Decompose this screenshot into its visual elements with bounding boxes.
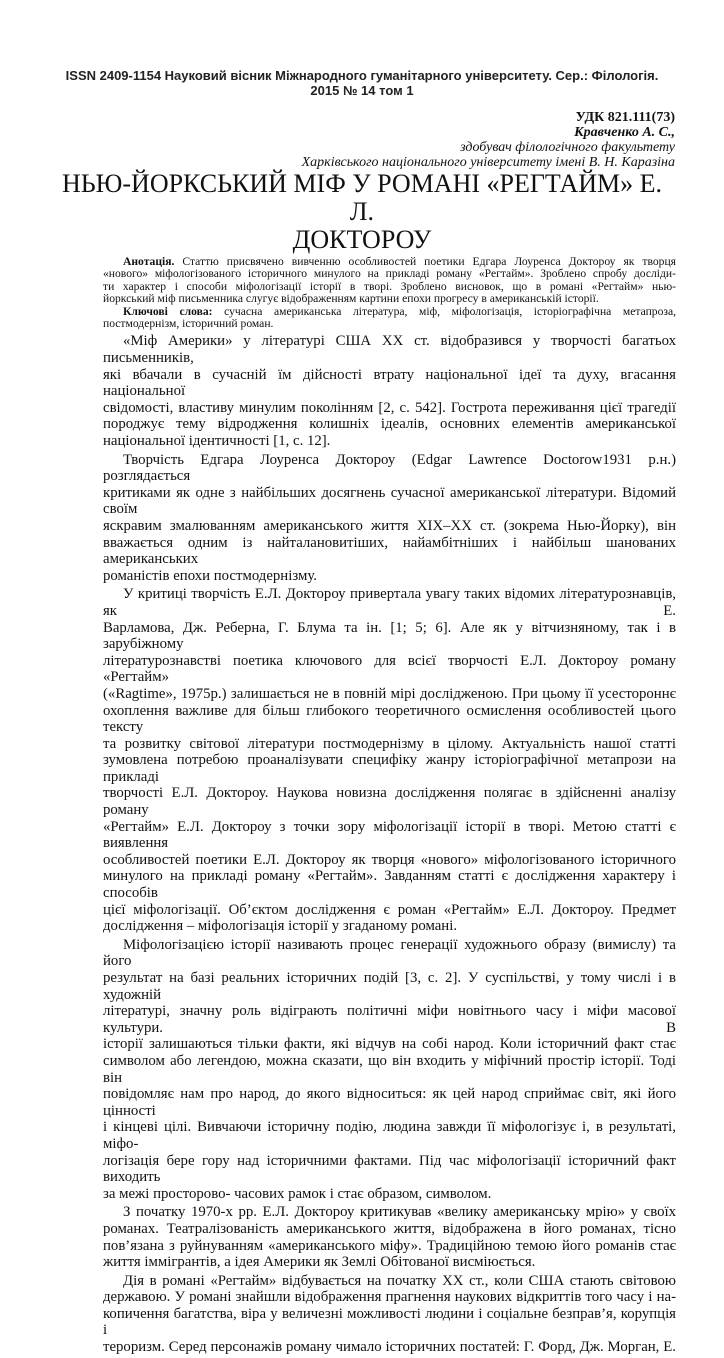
article-body (103, 333, 676, 1355)
line-text: літературі, значну роль відіграють політичні міфи новітнього часу і міфи масової культури. В (103, 1003, 676, 1036)
text-line (103, 1053, 676, 1086)
line-text: цієї міфологізації. Об’єктом дослідження є роман «Регтайм» Е.Л. Доктороу. Предмет (103, 901, 676, 918)
line-text: дослідження – міфологізація історії у згаданому романі. (103, 918, 458, 935)
line-text: які вбачали в сучасній їм дійсності втрату національної ідеї та духу, вгасання національної (103, 366, 676, 400)
lead-label: Ключові слова: (123, 304, 213, 318)
line-text: сучасна американська література, міф, міфологізація, історіографічна метапроза, (224, 304, 677, 318)
line-text: Статтю присвячено вивченню особливостей поетики Едгара Лоуренса Доктороу як творця (182, 255, 676, 268)
line-text: зумовлена потребою проаналізувати специфіку жанру історіографічної метапрози на прикладі (103, 752, 676, 785)
line-text: Міфологізацією історії називають процес генерації художнього образу (вимислу) та його (103, 936, 676, 970)
body-paragraph (103, 937, 676, 1203)
line-text: постмодернізм, історичний роман. (103, 317, 274, 331)
text-line (103, 586, 676, 619)
line-text: минулого на прикладі роману «Регтайм». Завданням статті є дослідження характеру і способів (103, 868, 676, 902)
line-text: літературознавстві поетика ключового для всієї творчості Е.Л. Доктороу роману «Регтайм» (103, 652, 676, 686)
line-text: критиками як одне з найбільших досягнень сучасної американської літератури. Відомий своїм (103, 484, 676, 518)
line-text: свідомості, властиву минулим поколінням [2, с. 542]. Гострота переживання цієї трагедії (103, 399, 676, 416)
text-line (103, 1003, 676, 1036)
line-text: Творчість Едгара Лоуренса Доктороу (Edgar Lawrence Doctorow1931 р.н.) розглядається (103, 451, 676, 485)
text-line (103, 902, 676, 919)
lead-label: Анотація. (123, 255, 175, 268)
line-text: романах. Театралізованість американського життя, відображена в його романах, тісно (103, 1220, 676, 1237)
text-line (103, 620, 676, 653)
author-affiliation: Харківського національного університету імені В. Н. Каразіна (301, 155, 675, 170)
text-line (103, 1153, 676, 1186)
article-title (47, 170, 677, 254)
text-line (103, 400, 676, 417)
text-line (103, 918, 676, 935)
text-line (103, 1186, 676, 1203)
text-line (103, 819, 676, 852)
text-line (103, 752, 676, 785)
text-line (103, 937, 676, 970)
text-line (103, 852, 676, 869)
line-text: творчості Е.Л. Доктороу. Наукова новизна дослідження полягає в здійсненні аналізу роману (103, 785, 676, 819)
line-text: логізація бере гору над історичними фактами. Під час міфологізації історичний факт виходить (103, 1152, 676, 1186)
line-text: Дія в романі «Регтайм» відбувається на початку XX ст., коли США стають світовою (123, 1272, 676, 1289)
text-line (103, 1204, 676, 1221)
line-text: повідомляє нам про народ, до якого відноситься: як цей народ сприймає світ, які його цінності (103, 1086, 676, 1119)
text-line (103, 1119, 676, 1152)
line-text: «Регтайм» Е.Л. Доктороу з точки зору міфологізації історії в творі. Метою статті є виявлення (103, 818, 676, 852)
author-name: Кравченко А. С., (574, 125, 675, 140)
line-text: ти характер і способи міфологізації історії в творі. Зроблено висновок, що в романі «Регтайм» нью- (103, 279, 676, 293)
body-paragraph (103, 333, 676, 449)
body-paragraph (103, 452, 676, 585)
line-text: охоплення важливе для більш глибокого теоретичного осмислення особливостей цього тексту (103, 702, 676, 736)
line-text: романістів епохи постмодернізму. (103, 567, 317, 584)
line-text: йоркський міф письменника слугує відображенням картини епохи прогресу в американській історії. (103, 292, 599, 306)
line-text: державою. У романі знайшли відображення прагнення наукових відкриттів того часу і на- (103, 1289, 676, 1306)
text-line (103, 686, 676, 703)
udc-code: УДК 821.111(73) (575, 110, 675, 125)
text-line (103, 367, 676, 400)
text-line (103, 1273, 676, 1290)
text-line (103, 1289, 676, 1306)
line-text: «нового» міфологізованого історичного минулого на прикладі роману «Регтайм». Зроблено спробу досліди- (103, 267, 676, 281)
journal-header-line1: ISSN 2409-1154 Науковий вісник Міжнародного гуманітарного університету. Сер.: Філологія. (65, 68, 659, 83)
text-line (103, 736, 676, 753)
abstract-block (103, 256, 676, 330)
text-line (103, 1221, 676, 1238)
text-line (103, 485, 676, 518)
line-text: пов’язана з руйнуванням «американського міфу». Традиційною темою його романів стає (103, 1237, 676, 1254)
text-line (103, 318, 676, 330)
line-text: національної ідентичності [1, с. 12]. (103, 433, 331, 449)
body-paragraph (103, 1273, 676, 1356)
line-text: тероризм. Серед персонажів роману чимало історичних постатей: Г. Форд, Дж. Морган, Е. (103, 1339, 676, 1356)
text-line (103, 518, 676, 535)
line-text: («Ragtime», 1975р.) залишається не в повній мірі дослідженою. При цьому її усестороннє (103, 685, 676, 702)
text-line (103, 433, 676, 450)
line-text: особливостей поетики Е.Л. Доктороу як творця «нового» міфологізованого історичного (103, 851, 676, 868)
journal-header (0, 68, 724, 98)
line-text: життя іммігрантів, а ідея Америки як Землі Обітованої висміюється. (103, 1254, 536, 1271)
article-meta (0, 110, 675, 170)
body-paragraph (103, 586, 676, 934)
text-line (103, 1086, 676, 1119)
text-line (103, 653, 676, 686)
line-text: і кінцеві цілі. Вивчаючи історичну подію, людина завжди її міфологізує і, в результаті, міфо- (103, 1119, 676, 1152)
text-line (103, 970, 676, 1003)
text-line (103, 333, 676, 366)
line-text: результат на базі реальних історичних подій [3, с. 2]. У суспільстві, у тому числі і в художній (103, 970, 676, 1003)
text-line (103, 868, 676, 901)
line-text: Варламова, Дж. Реберна, Г. Блума та ін. [1; 5; 6]. Але як у вітчизняному, так і в зарубіжному (103, 619, 676, 653)
line-text: У критиці творчість Е.Л. Доктороу привертала увагу таких відомих літературознавців, як Е. (103, 586, 676, 619)
text-line (103, 452, 676, 485)
line-text: вважається одним із найталановитіших, найамбітніших і найбільш шанованих американських (103, 534, 676, 568)
line-text: копичення багатства, віра у величезні можливості людини і соціальне безправ’я, корупція і (103, 1305, 676, 1339)
article-title-line1: НЬЮ-ЙОРКСЬКИЙ МІФ У РОМАНІ «РЕГТАЙМ» Е. Л. (61, 169, 663, 226)
text-line (103, 535, 676, 568)
author-position: здобувач філологічного факультету (460, 140, 675, 155)
line-text: за межі просторово- часових рамок і стає образом, символом. (103, 1185, 492, 1202)
body-paragraph (103, 1204, 676, 1270)
line-text: З початку 1970-х рр. Е.Л. Доктороу критикував «велику американську мрію» у своїх (123, 1204, 676, 1221)
abstract-paragraph (103, 256, 676, 306)
article-title-line2: ДОКТОРОУ (292, 225, 432, 254)
text-line (103, 1306, 676, 1339)
text-line (103, 1339, 676, 1356)
journal-header-line2: 2015 № 14 том 1 (310, 83, 414, 98)
line-text: «Міф Америки» у літературі США ХХ ст. відобразився у творчості багатьох письменників, (103, 333, 676, 367)
line-text: породжує тему відродження колишніх ідеалів, основних елементів американської (103, 416, 676, 433)
text-line (103, 568, 676, 585)
keywords-paragraph (103, 306, 676, 331)
line-text: символом або легендою, можна сказати, що він входить у міфічний простір історії. Тоді він (103, 1052, 676, 1086)
text-line (103, 1254, 676, 1271)
line-text: історії залишаються тільки факти, які відчув на собі народ. Коли історичний факт стає (103, 1036, 676, 1053)
text-line (103, 1036, 676, 1053)
text-line (103, 785, 676, 818)
line-text: яскравим змалюванням американського життя XIX–XX ст. (зокрема Нью-Йорку), він (103, 517, 676, 534)
line-text: та розвитку світової літератури постмодернізму в цілому. Актуальність нашої статті (103, 735, 676, 752)
text-line (103, 416, 676, 433)
text-line (103, 703, 676, 736)
text-line (103, 1238, 676, 1255)
